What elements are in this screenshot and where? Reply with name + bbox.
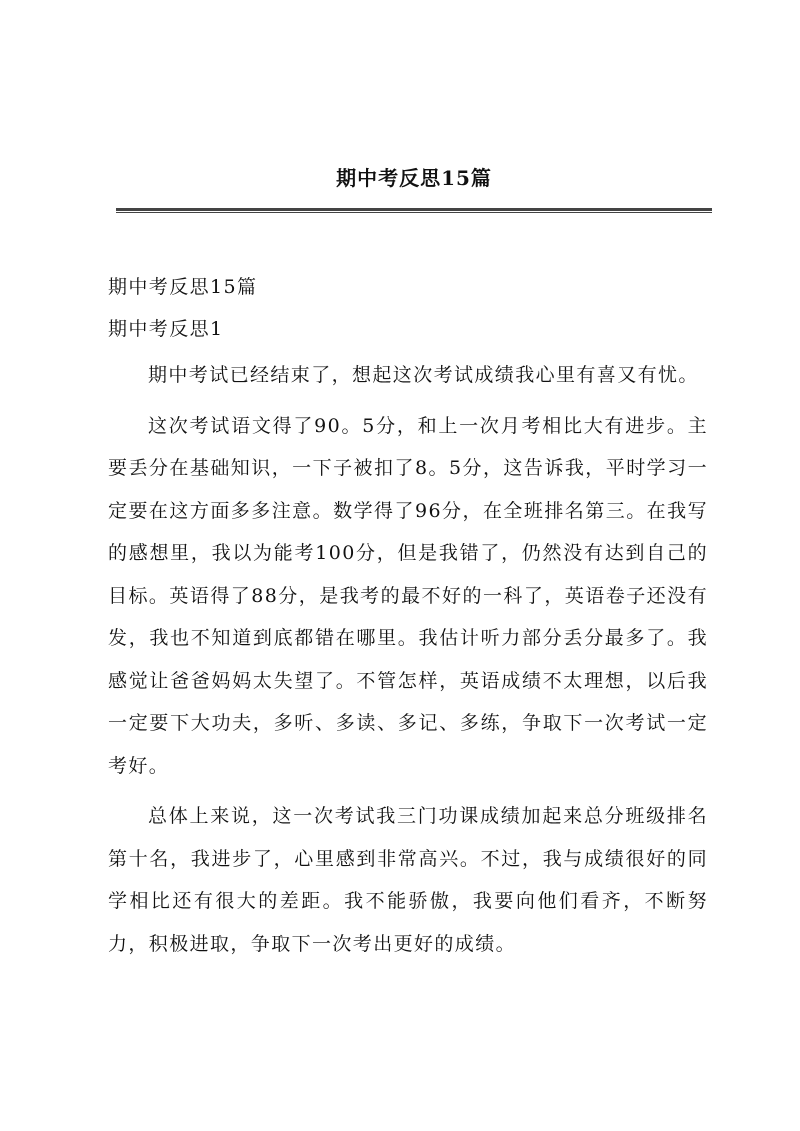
document-header bbox=[116, 160, 712, 196]
header-rule bbox=[116, 208, 712, 213]
paragraph: 这次考试语文得了90。5分，和上一次月考相比大有进步。主要丢分在基础知识，一下子被扣了8。5分，这告诉我，平时学习一定要在这方面多多注意。数学得了96分，在全班排名第三。在我写的感想里，我以为能考100分，但是我错了，仍然没有达到自己的目标。英语得了88分，是我考的最不好的一科了，英语卷子还没有发，我也不知道到底都错在哪里。我估计听力部分丢分最多了。我感觉让爸爸妈妈太失望了。不管怎样，英语成绩不太理想，以后我一定要下大功夫，多听、多读、多记、多练，争取下一次考试一定考好。 bbox=[108, 414, 708, 777]
header-title: 期中考反思15篇 bbox=[336, 166, 492, 190]
paragraph: 总体上来说，这一次考试我三门功课成绩加起来总分班级排名第十名，我进步了，心里感到非常高兴。不过，我与成绩很好的同学相比还有很大的差距。我不能骄傲，我要向他们看齐，不断努力，积极进取，争取下一次考出更好的成绩。 bbox=[108, 805, 708, 955]
document-body bbox=[108, 270, 708, 973]
section-heading: 期中考反思1 bbox=[108, 318, 224, 340]
paragraph: 期中考试已经结束了，想起这次考试成绩我心里有喜又有忧。 bbox=[148, 364, 699, 386]
document-title-line: 期中考反思15篇 bbox=[108, 276, 258, 298]
